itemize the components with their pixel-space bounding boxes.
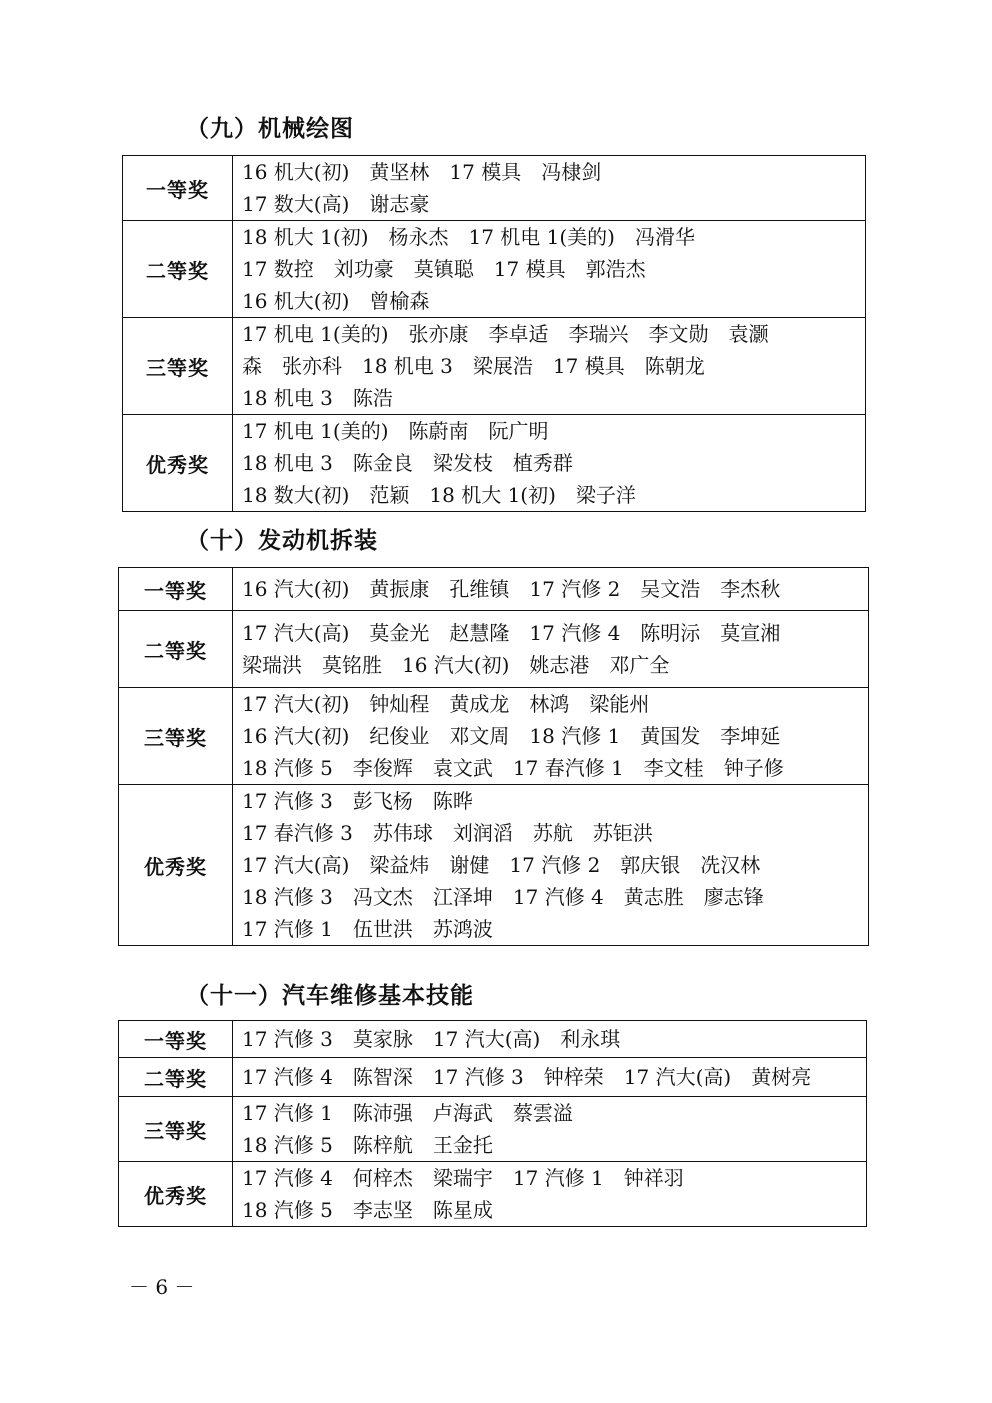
winners-line: 17 数控 刘功豪 莫镇聪 17 模具 郭浩杰 bbox=[242, 257, 646, 281]
winners-cell bbox=[233, 1021, 867, 1058]
winners-cell bbox=[233, 1162, 867, 1227]
award-row bbox=[119, 1021, 867, 1058]
winners-line: 18 机电 3 陈金良 梁发枝 植秀群 bbox=[242, 451, 573, 475]
page-number: － 6 － bbox=[129, 1275, 195, 1299]
rank-label: 二等奖 bbox=[119, 611, 233, 688]
winners-cell bbox=[233, 318, 866, 415]
section-title-auto-repair-skills: （十一）汽车维修基本技能 bbox=[186, 983, 474, 1009]
winners-cell bbox=[233, 415, 866, 512]
winners-line: 森 张亦科 18 机电 3 梁展浩 17 模具 陈朝龙 bbox=[242, 354, 705, 378]
winners-cell bbox=[233, 1097, 867, 1162]
rank-label: 一等奖 bbox=[119, 1021, 233, 1058]
winners-line: 16 汽大(初) 黄振康 孔维镇 17 汽修 2 吴文浩 李杰秋 bbox=[242, 577, 781, 601]
winners-line: 18 机大 1(初) 杨永杰 17 机电 1(美的) 冯滑华 bbox=[242, 225, 695, 249]
winners-cell bbox=[233, 156, 866, 221]
award-row bbox=[119, 688, 869, 785]
award-row bbox=[119, 1058, 867, 1097]
rank-label: 优秀奖 bbox=[123, 415, 233, 512]
winners-line: 17 汽大(初) 钟灿程 黄成龙 林鸿 梁能州 bbox=[242, 692, 650, 716]
winners-line: 18 汽修 3 冯文杰 江泽坤 17 汽修 4 黄志胜 廖志锋 bbox=[242, 885, 764, 909]
award-row bbox=[119, 611, 869, 688]
award-row bbox=[123, 156, 866, 221]
winners-line: 17 机电 1(美的) 陈蔚南 阮广明 bbox=[242, 419, 549, 443]
award-row bbox=[123, 221, 866, 318]
award-row bbox=[119, 1097, 867, 1162]
winners-line: 18 汽修 5 陈梓航 王金托 bbox=[242, 1133, 493, 1157]
rank-label: 三等奖 bbox=[123, 318, 233, 415]
award-row bbox=[119, 1162, 867, 1227]
winners-line: 17 汽修 4 陈智深 17 汽修 3 钟梓荣 17 汽大(高) 黄树亮 bbox=[242, 1065, 812, 1089]
winners-cell bbox=[233, 611, 869, 688]
winners-cell bbox=[233, 1058, 867, 1097]
rank-label: 优秀奖 bbox=[119, 785, 233, 946]
award-row bbox=[119, 568, 869, 611]
winners-line: 18 机电 3 陈浩 bbox=[242, 386, 393, 410]
rank-label: 一等奖 bbox=[119, 568, 233, 611]
winners-line: 16 机大(初) 曾榆森 bbox=[242, 289, 430, 313]
winners-cell bbox=[233, 568, 869, 611]
rank-label: 优秀奖 bbox=[119, 1162, 233, 1227]
winners-cell bbox=[233, 785, 869, 946]
award-row bbox=[123, 415, 866, 512]
winners-line: 16 汽大(初) 纪俊业 邓文周 18 汽修 1 黄国发 李坤延 bbox=[242, 724, 781, 748]
section-title-engine-assembly: （十）发动机拆装 bbox=[186, 528, 378, 554]
winners-line: 16 机大(初) 黄坚林 17 模具 冯棣剑 bbox=[242, 160, 602, 184]
winners-line: 17 数大(高) 谢志豪 bbox=[242, 192, 430, 216]
award-row bbox=[123, 318, 866, 415]
rank-label: 二等奖 bbox=[119, 1058, 233, 1097]
rank-label: 三等奖 bbox=[119, 688, 233, 785]
award-row bbox=[119, 785, 869, 946]
winners-line: 梁瑞洪 莫铭胜 16 汽大(初) 姚志港 邓广全 bbox=[242, 653, 670, 677]
winners-line: 17 汽大(高) 莫金光 赵慧隆 17 汽修 4 陈明沶 莫宣湘 bbox=[242, 621, 781, 645]
winners-line: 18 汽修 5 李俊辉 袁文武 17 春汽修 1 李文桂 钟子修 bbox=[242, 756, 784, 780]
award-table-machine-drawing bbox=[122, 155, 866, 512]
winners-line: 18 数大(初) 范颖 18 机大 1(初) 梁子洋 bbox=[242, 483, 636, 507]
winners-line: 17 汽修 1 伍世洪 苏鸿波 bbox=[242, 917, 493, 941]
award-table-engine-assembly bbox=[118, 567, 869, 946]
award-table-auto-repair-skills bbox=[118, 1020, 867, 1227]
winners-line: 17 春汽修 3 苏伟球 刘润滔 苏航 苏钜洪 bbox=[242, 821, 653, 845]
winners-line: 17 汽修 4 何梓杰 梁瑞宇 17 汽修 1 钟祥羽 bbox=[242, 1166, 684, 1190]
rank-label: 二等奖 bbox=[123, 221, 233, 318]
winners-line: 17 汽修 1 陈沛强 卢海武 蔡雲溢 bbox=[242, 1101, 573, 1125]
winners-cell bbox=[233, 688, 869, 785]
winners-line: 17 汽修 3 莫家脉 17 汽大(高) 利永琪 bbox=[242, 1027, 621, 1051]
winners-line: 18 汽修 5 李志坚 陈星成 bbox=[242, 1198, 493, 1222]
winners-line: 17 汽大(高) 梁益炜 谢健 17 汽修 2 郭庆银 冼汉林 bbox=[242, 853, 761, 877]
section-title-machine-drawing: （九）机械绘图 bbox=[186, 116, 354, 142]
rank-label: 一等奖 bbox=[123, 156, 233, 221]
winners-line: 17 机电 1(美的) 张亦康 李卓适 李瑞兴 李文勋 袁灏 bbox=[242, 322, 769, 346]
winners-cell bbox=[233, 221, 866, 318]
rank-label: 三等奖 bbox=[119, 1097, 233, 1162]
winners-line: 17 汽修 3 彭飞杨 陈晔 bbox=[242, 789, 473, 813]
